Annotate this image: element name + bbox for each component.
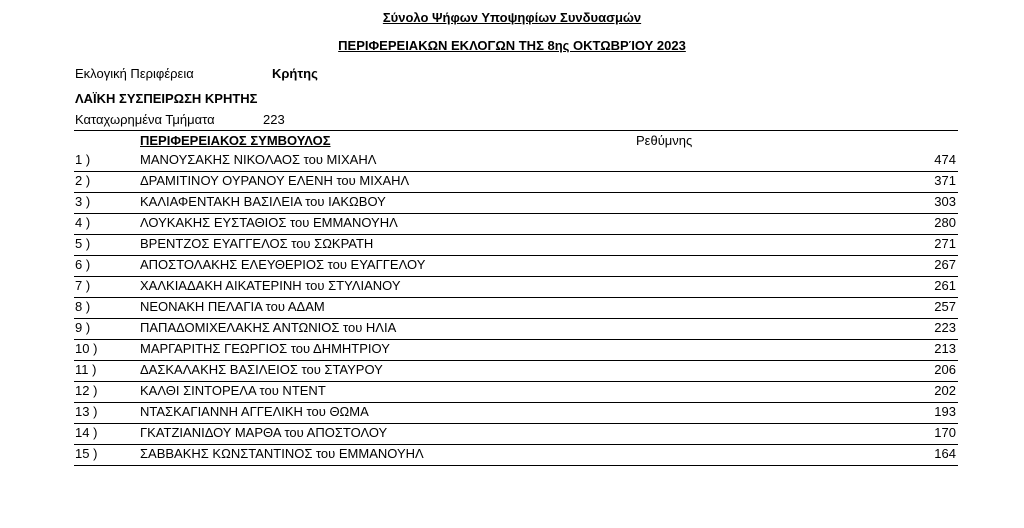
candidate-votes: 257 [934, 299, 956, 314]
region-label: Εκλογική Περιφέρεια [75, 66, 194, 81]
document-title: Σύνολο Ψήφων Υποψηφίων Συνδυασμών [382, 10, 642, 25]
row-number: 10 ) [75, 341, 98, 356]
row-number: 11 ) [75, 362, 97, 377]
table-row [74, 339, 958, 361]
candidate-name: ΓΚΑΤΖΙΑΝΙΔΟΥ ΜΑΡΘΑ του ΑΠΟΣΤΟΛΟΥ [140, 425, 388, 440]
candidate-votes: 261 [934, 278, 956, 293]
row-number: 3 ) [75, 194, 91, 209]
candidate-votes: 213 [934, 341, 956, 356]
candidate-name: ΒΡΕΝΤΖΟΣ ΕΥΑΓΓΕΛΟΣ του ΣΩΚΡΑΤΗ [140, 236, 374, 251]
candidate-votes: 280 [934, 215, 956, 230]
candidate-name: ΝΕΟΝΑΚΗ ΠΕΛΑΓΙΑ του ΑΔΑΜ [140, 299, 325, 314]
row-number: 4 ) [75, 215, 91, 230]
candidate-name: ΜΑΝΟΥΣΑΚΗΣ ΝΙΚΟΛΑΟΣ του ΜΙΧΑΗΛ [140, 152, 377, 167]
candidate-votes: 202 [934, 383, 956, 398]
column-header-name: ΠΕΡΙΦΕΡΕΙΑΚΟΣ ΣΥΜΒΟΥΛΟΣ [140, 133, 331, 148]
table-row [74, 402, 958, 424]
table-row [74, 444, 958, 466]
candidate-votes: 371 [934, 173, 956, 188]
column-header-area: Ρεθύμνης [636, 133, 693, 148]
row-number: 15 ) [75, 446, 98, 461]
candidate-name: ΣΑΒΒΑΚΗΣ ΚΩΝΣΤΑΝΤΙΝΟΣ του ΕΜΜΑΝΟΥΗΛ [140, 446, 424, 461]
table-row [74, 171, 958, 193]
candidate-votes: 170 [934, 425, 956, 440]
row-number: 1 ) [75, 152, 91, 167]
table-row [74, 213, 958, 235]
table-row [74, 381, 958, 403]
row-number: 6 ) [75, 257, 91, 272]
candidate-votes: 223 [934, 320, 956, 335]
party-name: ΛΑΪΚΗ ΣΥΣΠΕΙΡΩΣΗ ΚΡΗΤΗΣ [75, 91, 258, 106]
candidate-name: ΔΑΣΚΑΛΑΚΗΣ ΒΑΣΙΛΕΙΟΣ του ΣΤΑΥΡΟΥ [140, 362, 383, 377]
row-number: 9 ) [75, 320, 91, 335]
table-row [74, 255, 958, 277]
row-number: 14 ) [75, 425, 98, 440]
candidate-name: ΝΤΑΣΚΑΓΙΑΝΝΗ ΑΓΓΕΛΙΚΗ του ΘΩΜΑ [140, 404, 369, 419]
candidate-votes: 206 [934, 362, 956, 377]
table-row [74, 234, 958, 256]
candidate-name: ΛΟΥΚΑΚΗΣ ΕΥΣΤΑΘΙΟΣ του ΕΜΜΑΝΟΥΗΛ [140, 215, 398, 230]
candidate-votes: 164 [934, 446, 956, 461]
row-number: 2 ) [75, 173, 91, 188]
sections-label: Καταχωρημένα Τμήματα [75, 112, 215, 127]
row-number: 5 ) [75, 236, 91, 251]
table-row [74, 297, 958, 319]
candidate-name: ΔΡΑΜΙΤΙΝΟΥ ΟΥΡΑΝΟΥ ΕΛΕΝΗ του ΜΙΧΑΗΛ [140, 173, 410, 188]
table-row [74, 423, 958, 445]
table-row [74, 360, 958, 382]
candidate-votes: 271 [934, 236, 956, 251]
row-number: 13 ) [75, 404, 98, 419]
region-value: Κρήτης [272, 66, 318, 81]
candidate-votes: 193 [934, 404, 956, 419]
row-number: 8 ) [75, 299, 91, 314]
candidate-name: ΚΑΛΘΙ ΣΙΝΤΟΡΕΛΑ του ΝΤΕΝΤ [140, 383, 326, 398]
candidate-name: ΑΠΟΣΤΟΛΑΚΗΣ ΕΛΕΥΘΕΡΙΟΣ του ΕΥΑΓΓΕΛΟΥ [140, 257, 426, 272]
table-row [74, 192, 958, 214]
candidate-name: ΧΑΛΚΙΑΔΑΚΗ ΑΙΚΑΤΕΡΙΝΗ του ΣΤΥΛΙΑΝΟΥ [140, 278, 401, 293]
table-row [74, 318, 958, 340]
candidate-name: ΚΑΛΙΑΦΕΝΤΑΚΗ ΒΑΣΙΛΕΙΑ του ΙΑΚΩΒΟΥ [140, 194, 386, 209]
sections-value: 223 [263, 112, 285, 127]
table-row [74, 150, 958, 172]
candidate-name: ΜΑΡΓΑΡΙΤΗΣ ΓΕΩΡΓΙΟΣ του ΔΗΜΗΤΡΙΟΥ [140, 341, 390, 356]
candidate-votes: 267 [934, 257, 956, 272]
header-rule [74, 130, 958, 131]
candidate-name: ΠΑΠΑΔΟΜΙΧΕΛΑΚΗΣ ΑΝΤΩΝΙΟΣ του ΗΛΙΑ [140, 320, 397, 335]
candidate-votes: 303 [934, 194, 956, 209]
row-number: 7 ) [75, 278, 91, 293]
table-row [74, 276, 958, 298]
candidate-votes: 474 [934, 152, 956, 167]
row-number: 12 ) [75, 383, 98, 398]
document-subtitle: ΠΕΡΙΦΕΡΕΙΑΚΩΝ ΕΚΛΟΓΩΝ ΤΗΣ 8ης ΟΚΤΩΒΡΊΟΥ 2023 [338, 38, 686, 53]
